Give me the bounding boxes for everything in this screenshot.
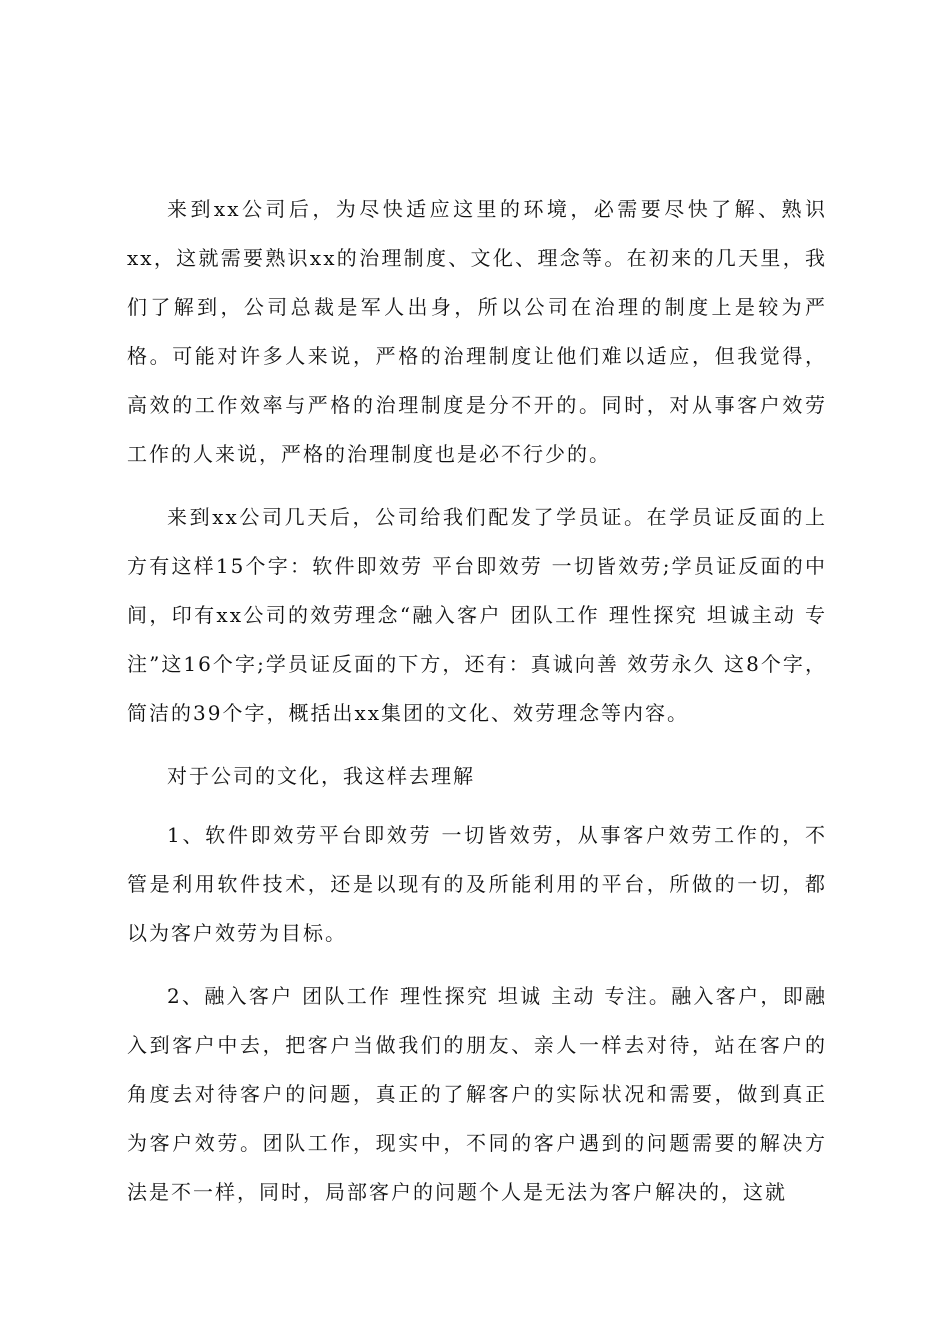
paragraph-culture-heading: 对于公司的文化，我这样去理解: [167, 764, 475, 788]
paragraph-student-card: 来到xx公司几天后，公司给我们配发了学员证。在学员证反面的上方有这样15个字：软件即效劳 平台即效劳 一切皆效劳;学员证反面的中间，印有xx公司的效劳理念“融入客户 团队工作 理性探究 坦诚主动 专注”这16个字;学员证反面的下方，还有：真诚向善 效劳永久 这8个字，简洁的39个字，概括出xx集团的文化、效劳理念等内容。: [127, 505, 827, 725]
paragraph-point-2: 2、融入客户 团队工作 理性探究 坦诚 主动 专注。融入客户，即融入到客户中去，把客户当做我们的朋友、亲人一样去对待，站在客户的角度去对待客户的问题，真正的了解客户的实际状况和需要，做到真正为客户效劳。团队工作，现实中，不同的客户遇到的问题需要的解决方法是不一样，同时，局部客户的问题个人是无法为客户解决的，这就: [127, 984, 827, 1204]
document-page: [127, 185, 827, 1231]
paragraph-point-1: 1、软件即效劳平台即效劳 一切皆效劳，从事客户效劳工作的，不管是利用软件技术，还是以现有的及所能利用的平台，所做的一切，都以为客户效劳为目标。: [127, 823, 827, 945]
paragraph-intro: 来到xx公司后，为尽快适应这里的环境，必需要尽快了解、熟识xx，这就需要熟识xx的治理制度、文化、理念等。在初来的几天里，我们了解到，公司总裁是军人出身，所以公司在治理的制度上是较为严格。可能对许多人来说，严格的治理制度让他们难以适应，但我觉得，高效的工作效率与严格的治理制度是分不开的。同时，对从事客户效劳工作的人来说，严格的治理制度也是必不行少的。: [127, 197, 827, 466]
